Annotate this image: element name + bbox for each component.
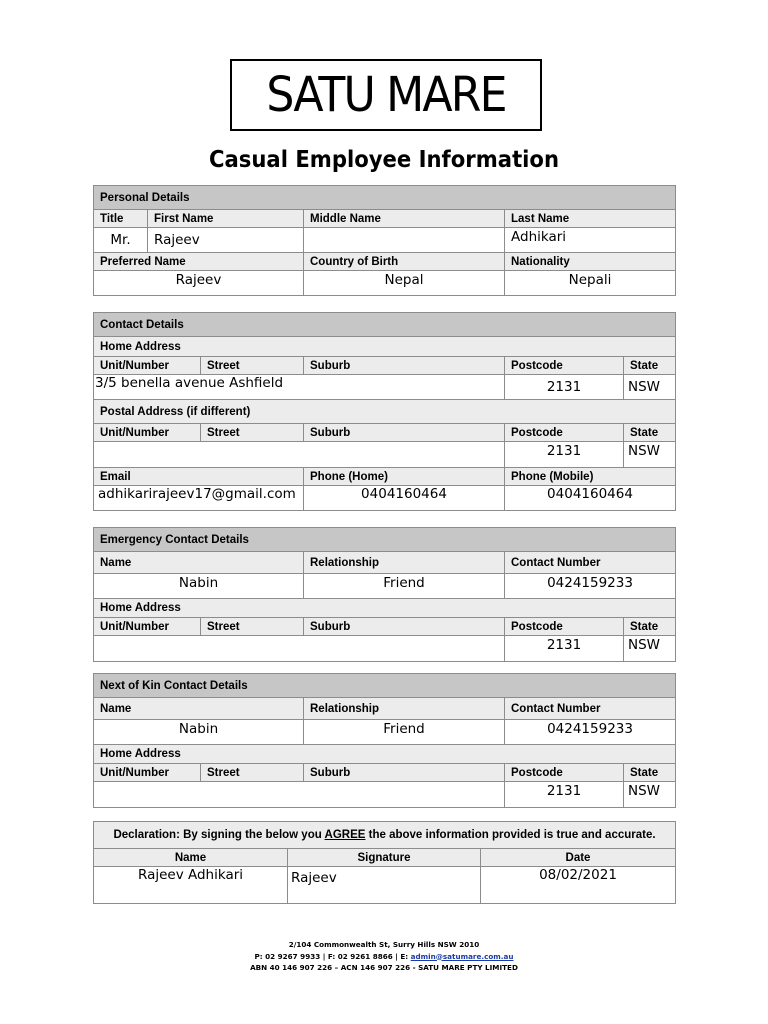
declaration-text-after: the above information provided is true and accurate.: [365, 829, 656, 841]
kin-state-field[interactable]: NSW: [624, 782, 676, 808]
phone-home-label: Phone (Home): [304, 468, 505, 486]
kin-name-label: Name: [94, 698, 304, 720]
footer-abn: ABN 40 146 907 226 – ACN 146 907 226 - SATU MARE PTY LIMITED: [250, 963, 518, 972]
home-postcode-field[interactable]: 2131: [505, 375, 624, 400]
preferred-name-label: Preferred Name: [94, 253, 304, 271]
logo-text: SATU MARE: [266, 67, 506, 123]
emergency-name-field[interactable]: Nabin: [94, 574, 304, 599]
emergency-state-label: State: [624, 618, 676, 636]
contact-details-table: [93, 312, 676, 511]
postal-unit-number-label: Unit/Number: [94, 424, 201, 442]
document-title: Casual Employee Information: [208, 147, 560, 173]
footer-email-link[interactable]: admin@satumare.com.au: [410, 951, 514, 961]
emergency-suburb-label: Suburb: [304, 618, 505, 636]
street-label: Street: [201, 357, 304, 375]
phone-mobile-field[interactable]: 0404160464: [505, 486, 676, 511]
first-name-field[interactable]: Rajeev: [148, 228, 304, 253]
kin-suburb-label: Suburb: [304, 764, 505, 782]
emergency-state-field[interactable]: NSW: [624, 636, 676, 662]
kin-contact-number-field[interactable]: 0424159233: [505, 720, 676, 745]
declaration-text-before: Declaration: By signing the below you: [113, 829, 325, 841]
nationality-label: Nationality: [505, 253, 676, 271]
footer-address: 2/104 Commonwealth St, Surry Hills NSW 2010: [288, 940, 480, 949]
email-label: Email: [94, 468, 304, 486]
postal-postcode-label: Postcode: [505, 424, 624, 442]
next-of-kin-heading: Next of Kin Contact Details: [94, 674, 676, 698]
kin-name-field[interactable]: Nabin: [94, 720, 304, 745]
declaration-signature-label: Signature: [288, 849, 481, 867]
postal-postcode-field[interactable]: 2131: [505, 442, 624, 468]
postcode-label: Postcode: [505, 357, 624, 375]
emergency-home-address-heading: Home Address: [94, 599, 676, 618]
declaration-agree: AGREE: [324, 829, 366, 841]
kin-home-address-heading: Home Address: [94, 745, 676, 764]
kin-relationship-label: Relationship: [304, 698, 505, 720]
declaration-date-label: Date: [481, 849, 676, 867]
emergency-relationship-label: Relationship: [304, 552, 505, 574]
home-address-field[interactable]: 3/5 benella avenue Ashfield: [94, 375, 505, 400]
postal-suburb-label: Suburb: [304, 424, 505, 442]
emergency-name-label: Name: [94, 552, 304, 574]
kin-relationship-field[interactable]: Friend: [304, 720, 505, 745]
emergency-contact-heading: Emergency Contact Details: [94, 528, 676, 552]
footer-contact: [0, 951, 768, 963]
emergency-street-label: Street: [201, 618, 304, 636]
kin-contact-number-label: Contact Number: [505, 698, 676, 720]
phone-mobile-label: Phone (Mobile): [505, 468, 676, 486]
email-field[interactable]: adhikarirajeev17@gmail.com: [94, 486, 304, 511]
suburb-label: Suburb: [304, 357, 505, 375]
declaration-name-field[interactable]: Rajeev Adhikari: [94, 867, 288, 904]
middle-name-field[interactable]: [304, 228, 505, 253]
country-of-birth-label: Country of Birth: [304, 253, 505, 271]
title-label: Title: [94, 210, 148, 228]
emergency-address-field[interactable]: [94, 636, 505, 662]
declaration-table: [93, 821, 676, 904]
footer-phone-fax: P: 02 9267 9933 | F: 02 9261 8866 | E:: [254, 951, 411, 961]
title-field[interactable]: Mr.: [94, 228, 148, 253]
postal-address-field[interactable]: [94, 442, 505, 468]
kin-postcode-field[interactable]: 2131: [505, 782, 624, 808]
postal-address-heading: Postal Address (if different): [94, 400, 676, 424]
emergency-contact-number-label: Contact Number: [505, 552, 676, 574]
home-state-field[interactable]: NSW: [624, 375, 676, 400]
declaration-text: [94, 822, 676, 849]
country-of-birth-field[interactable]: Nepal: [304, 271, 505, 296]
kin-unit-number-label: Unit/Number: [94, 764, 201, 782]
personal-details-heading: Personal Details: [94, 186, 676, 210]
phone-home-field[interactable]: 0404160464: [304, 486, 505, 511]
last-name-label: Last Name: [505, 210, 676, 228]
kin-state-label: State: [624, 764, 676, 782]
declaration-date-field[interactable]: 08/02/2021: [481, 867, 676, 904]
declaration-name-label: Name: [94, 849, 288, 867]
kin-address-field[interactable]: [94, 782, 505, 808]
kin-postcode-label: Postcode: [505, 764, 624, 782]
personal-details-table: [93, 185, 676, 296]
state-label: State: [624, 357, 676, 375]
company-logo: [230, 59, 542, 131]
first-name-label: First Name: [148, 210, 304, 228]
unit-number-label: Unit/Number: [94, 357, 201, 375]
emergency-contact-table: [93, 527, 676, 662]
nationality-field[interactable]: Nepali: [505, 271, 676, 296]
emergency-postcode-label: Postcode: [505, 618, 624, 636]
kin-street-label: Street: [201, 764, 304, 782]
emergency-postcode-field[interactable]: 2131: [505, 636, 624, 662]
home-address-heading: Home Address: [94, 337, 676, 357]
middle-name-label: Middle Name: [304, 210, 505, 228]
emergency-unit-number-label: Unit/Number: [94, 618, 201, 636]
postal-state-label: State: [624, 424, 676, 442]
signature-field[interactable]: Rajeev: [288, 867, 481, 904]
emergency-contact-number-field[interactable]: 0424159233: [505, 574, 676, 599]
postal-state-field[interactable]: NSW: [624, 442, 676, 468]
postal-street-label: Street: [201, 424, 304, 442]
footer: [0, 939, 768, 974]
next-of-kin-table: [93, 673, 676, 808]
emergency-relationship-field[interactable]: Friend: [304, 574, 505, 599]
preferred-name-field[interactable]: Rajeev: [94, 271, 304, 296]
contact-details-heading: Contact Details: [94, 313, 676, 337]
last-name-field[interactable]: Adhikari: [505, 228, 676, 253]
